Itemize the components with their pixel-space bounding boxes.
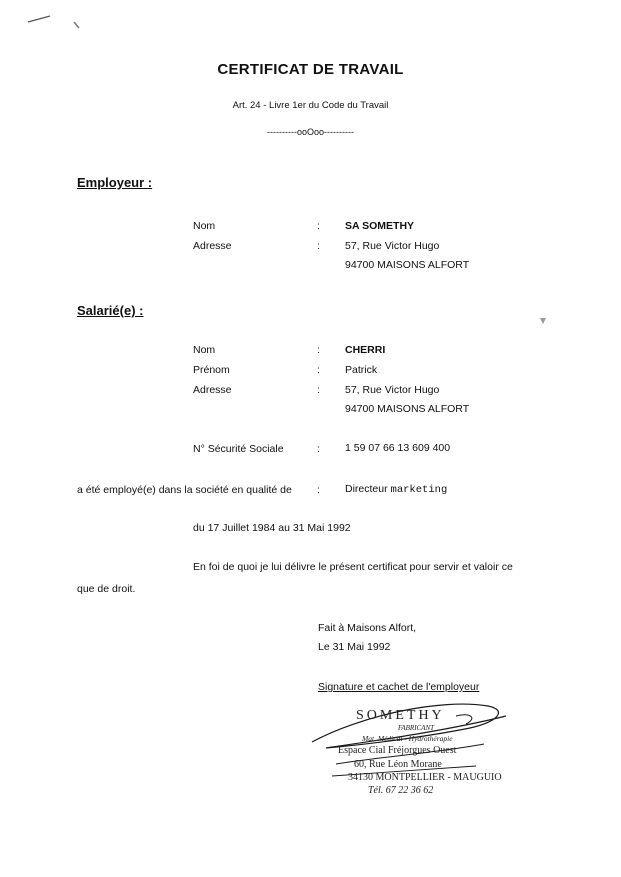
signoff-date: Le 31 Mai 1992: [318, 641, 391, 653]
employer-heading: Employeur :: [77, 175, 153, 190]
title-ornament: ----------ooOoo----------: [267, 127, 354, 137]
closing-line-1: En foi de quoi je lui délivre le présent certificat pour servir et valoir ce: [193, 561, 513, 573]
closing-line-2: que de droit.: [77, 583, 136, 595]
signature-heading: Signature et cachet de l'employeur: [318, 681, 480, 693]
employee-address-line1: 57, Rue Victor Hugo: [345, 384, 440, 396]
colon: :: [317, 443, 320, 455]
employee-firstname-value: Patrick: [345, 364, 378, 376]
stamp-phone: Tél. 67 22 36 62: [368, 785, 434, 796]
employer-address-line1: 57, Rue Victor Hugo: [345, 240, 440, 252]
employee-name-label: Nom: [193, 344, 216, 356]
position-prefix: Directeur: [345, 483, 388, 495]
stamp-road: 60, Rue Léon Morane: [354, 759, 442, 770]
employee-firstname-label: Prénom: [193, 364, 230, 376]
employer-name-value: SA SOMETHY: [345, 220, 415, 232]
colon: :: [317, 240, 320, 252]
employee-address-label: Adresse: [193, 384, 232, 396]
colon: :: [317, 484, 320, 496]
employee-name-value: CHERRI: [345, 344, 386, 356]
employer-name-label: Nom: [193, 220, 216, 232]
employee-address-line2: 94700 MAISONS ALFORT: [345, 403, 470, 415]
signoff-place: Fait à Maisons Alfort,: [318, 622, 417, 634]
employee-heading: Salarié(e) :: [77, 303, 144, 318]
signature-stroke: [312, 704, 506, 748]
employee-ssn-label: N° Sécurité Sociale: [193, 443, 284, 455]
employer-address-label: Adresse: [193, 240, 232, 252]
stamp-street: Espace Cial Fréjorgues Ouest: [338, 745, 457, 756]
employer-address-line2: 94700 MAISONS ALFORT: [345, 259, 470, 271]
document-title: CERTIFICAT DE TRAVAIL: [217, 61, 404, 78]
stamp-activity: Mat. Médical - Hydrothérapie: [362, 734, 453, 743]
signature-stroke: [336, 744, 484, 764]
signature-stroke: [456, 715, 472, 724]
signature-stroke: [332, 766, 476, 776]
stamp-city: 34130 MONTPELLIER - MAUGUIO: [348, 772, 502, 783]
colon: :: [317, 364, 320, 376]
employment-sentence: a été employé(e) dans la société en qualité de: [77, 484, 292, 496]
colon: :: [317, 344, 320, 356]
colon: :: [317, 220, 320, 232]
employee-ssn-value: 1 59 07 66 13 609 400: [345, 442, 451, 454]
colon: :: [317, 384, 320, 396]
document-subtitle: Art. 24 - Livre 1er du Code du Travail: [232, 100, 389, 111]
employment-period: du 17 Juillet 1984 au 31 Mai 1992: [193, 522, 351, 534]
stamp-company: SOMETHY: [356, 708, 445, 723]
position-suffix: marketing: [390, 484, 448, 496]
stamp-role: FABRICANT: [398, 724, 435, 732]
